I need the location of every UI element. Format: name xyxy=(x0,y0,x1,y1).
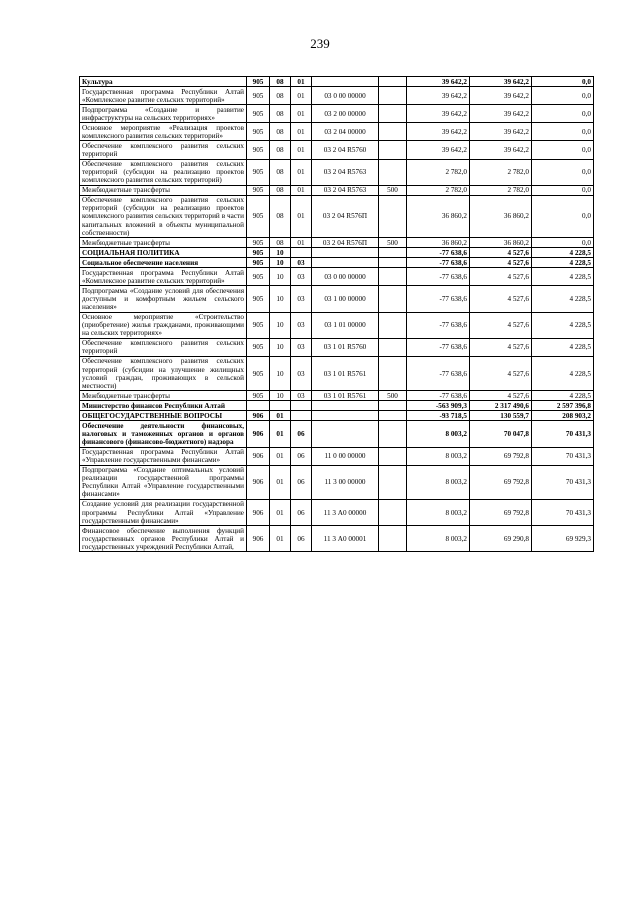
row-name-cell: Министерство финансов Республики Алтай xyxy=(80,401,247,411)
ministry-code-cell: 905 xyxy=(247,268,270,286)
ministry-code-cell: 905 xyxy=(247,238,270,248)
amount-3-cell: 70 431,3 xyxy=(532,499,594,525)
table-row xyxy=(80,123,594,141)
amount-3-cell: 0,0 xyxy=(532,238,594,248)
subsection-code-cell: 03 xyxy=(291,268,312,286)
ministry-code-cell: 905 xyxy=(247,356,270,390)
subsection-code-cell: 01 xyxy=(291,185,312,195)
amount-1-cell: -77 638,6 xyxy=(407,338,470,356)
target-article-cell: 03 2 04 R576П xyxy=(312,195,379,237)
ministry-code-cell: 906 xyxy=(247,411,270,421)
amount-2-cell: 69 792,8 xyxy=(470,499,532,525)
amount-1-cell: -93 718,5 xyxy=(407,411,470,421)
row-name-cell: Обеспечение деятельности финансовых, налоговых и таможенных органов и органов финансового (финансово-бюджетного) надзора xyxy=(80,421,247,447)
row-name-cell: Обеспечение комплексного развития сельских территорий xyxy=(80,338,247,356)
amount-2-cell: 4 527,6 xyxy=(470,356,532,390)
section-code-cell: 10 xyxy=(270,338,291,356)
subsection-code-cell: 01 xyxy=(291,141,312,159)
row-name-cell: Межбюджетные трансферты xyxy=(80,391,247,401)
expense-type-cell xyxy=(379,411,407,421)
subsection-code-cell: 01 xyxy=(291,195,312,237)
row-name-cell: Обеспечение комплексного развития сельских территорий (субсидии на реализацию проектов комплексного развития сельских территорий в части капитальных вложений в объекты муниципальной собственности) xyxy=(80,195,247,237)
subsection-code-cell: 06 xyxy=(291,526,312,552)
amount-2-cell: 39 642,2 xyxy=(470,105,532,123)
expense-type-cell xyxy=(379,268,407,286)
amount-1-cell: -563 909,3 xyxy=(407,401,470,411)
amount-1-cell: 39 642,2 xyxy=(407,123,470,141)
table-row xyxy=(80,401,594,411)
amount-3-cell: 0,0 xyxy=(532,159,594,185)
row-name-cell: Социальное обеспечение населения xyxy=(80,258,247,268)
target-article-cell xyxy=(312,77,379,87)
amount-1-cell: -77 638,6 xyxy=(407,312,470,338)
subsection-code-cell: 01 xyxy=(291,123,312,141)
subsection-code-cell: 03 xyxy=(291,286,312,312)
target-article-cell: 03 2 04 R5763 xyxy=(312,159,379,185)
subsection-code-cell xyxy=(291,411,312,421)
section-code-cell: 01 xyxy=(270,421,291,447)
expense-type-cell xyxy=(379,105,407,123)
target-article-cell: 11 3 А0 00000 xyxy=(312,499,379,525)
ministry-code-cell: 905 xyxy=(247,185,270,195)
ministry-code-cell: 906 xyxy=(247,465,270,499)
section-code-cell: 08 xyxy=(270,159,291,185)
table-row xyxy=(80,185,594,195)
target-article-cell xyxy=(312,248,379,258)
expense-type-cell xyxy=(379,141,407,159)
row-name-cell: Подпрограмма «Создание условий для обеспечения доступным и комфортным жильем сельского населения» xyxy=(80,286,247,312)
amount-2-cell: 39 642,2 xyxy=(470,141,532,159)
ministry-code-cell: 905 xyxy=(247,87,270,105)
amount-3-cell: 70 431,3 xyxy=(532,447,594,465)
target-article-cell: 03 1 01 R5761 xyxy=(312,356,379,390)
amount-1-cell: 39 642,2 xyxy=(407,141,470,159)
row-name-cell: Основное мероприятие «Реализация проектов комплексного развития сельских территорий» xyxy=(80,123,247,141)
table-row xyxy=(80,258,594,268)
target-article-cell: 03 2 04 00000 xyxy=(312,123,379,141)
ministry-code-cell: 906 xyxy=(247,421,270,447)
expense-type-cell: 500 xyxy=(379,185,407,195)
expense-type-cell xyxy=(379,159,407,185)
target-article-cell: 03 1 01 00000 xyxy=(312,312,379,338)
amount-3-cell: 69 929,3 xyxy=(532,526,594,552)
expense-type-cell xyxy=(379,401,407,411)
amount-2-cell: 2 782,0 xyxy=(470,159,532,185)
amount-1-cell: 36 860,2 xyxy=(407,238,470,248)
table-row xyxy=(80,447,594,465)
amount-2-cell: 4 527,6 xyxy=(470,312,532,338)
subsection-code-cell: 03 xyxy=(291,258,312,268)
amount-2-cell: 69 290,8 xyxy=(470,526,532,552)
subsection-code-cell: 01 xyxy=(291,105,312,123)
section-code-cell: 10 xyxy=(270,391,291,401)
ministry-code-cell: 905 xyxy=(247,77,270,87)
amount-1-cell: -77 638,6 xyxy=(407,286,470,312)
target-article-cell: 03 0 00 00000 xyxy=(312,87,379,105)
expense-type-cell xyxy=(379,465,407,499)
ministry-code-cell: 906 xyxy=(247,526,270,552)
amount-2-cell: 36 860,2 xyxy=(470,238,532,248)
amount-1-cell: 8 003,2 xyxy=(407,499,470,525)
amount-3-cell: 0,0 xyxy=(532,185,594,195)
section-code-cell: 01 xyxy=(270,411,291,421)
page-number: 239 xyxy=(310,36,330,51)
target-article-cell: 03 2 04 R576П xyxy=(312,238,379,248)
row-name-cell: Создание условий для реализации государственной программы Республики Алтай «Управление государственными финансами» xyxy=(80,499,247,525)
amount-1-cell: 39 642,2 xyxy=(407,87,470,105)
budget-table xyxy=(79,76,594,552)
section-code-cell: 01 xyxy=(270,526,291,552)
section-code-cell: 08 xyxy=(270,123,291,141)
table-row xyxy=(80,499,594,525)
amount-1-cell: -77 638,6 xyxy=(407,356,470,390)
subsection-code-cell xyxy=(291,401,312,411)
table-body xyxy=(80,77,594,552)
amount-2-cell: 130 559,7 xyxy=(470,411,532,421)
amount-2-cell: 39 642,2 xyxy=(470,87,532,105)
amount-3-cell: 70 431,3 xyxy=(532,465,594,499)
ministry-code-cell: 905 xyxy=(247,123,270,141)
subsection-code-cell: 01 xyxy=(291,159,312,185)
subsection-code-cell: 06 xyxy=(291,447,312,465)
amount-1-cell: 2 782,0 xyxy=(407,185,470,195)
target-article-cell: 03 1 01 R5760 xyxy=(312,338,379,356)
table-row xyxy=(80,421,594,447)
amount-3-cell: 0,0 xyxy=(532,123,594,141)
row-name-cell: Обеспечение комплексного развития сельских территорий (субсидии на реализацию проектов комплексного развития сельских территорий) xyxy=(80,159,247,185)
amount-3-cell: 0,0 xyxy=(532,195,594,237)
section-code-cell: 08 xyxy=(270,105,291,123)
amount-1-cell: -77 638,6 xyxy=(407,268,470,286)
amount-2-cell: 4 527,6 xyxy=(470,248,532,258)
amount-1-cell: 39 642,2 xyxy=(407,77,470,87)
subsection-code-cell: 06 xyxy=(291,421,312,447)
section-code-cell: 01 xyxy=(270,447,291,465)
row-name-cell: Обеспечение комплексного развития сельских территорий (субсидии на улучшение жилищных условий граждан, проживающих в сельской местности) xyxy=(80,356,247,390)
amount-2-cell: 4 527,6 xyxy=(470,268,532,286)
expense-type-cell xyxy=(379,499,407,525)
amount-1-cell: -77 638,6 xyxy=(407,391,470,401)
amount-3-cell: 0,0 xyxy=(532,105,594,123)
ministry-code-cell: 905 xyxy=(247,338,270,356)
target-article-cell xyxy=(312,411,379,421)
row-name-cell: Финансовое обеспечение выполнения функций государственных органов Республики Алтай и государственных учреждений Республики Алтай, xyxy=(80,526,247,552)
ministry-code-cell: 905 xyxy=(247,258,270,268)
table-row xyxy=(80,465,594,499)
amount-2-cell: 36 860,2 xyxy=(470,195,532,237)
table-row xyxy=(80,238,594,248)
amount-1-cell: 2 782,0 xyxy=(407,159,470,185)
table-row xyxy=(80,105,594,123)
section-code-cell: 10 xyxy=(270,356,291,390)
amount-3-cell: 4 228,5 xyxy=(532,356,594,390)
expense-type-cell xyxy=(379,338,407,356)
subsection-code-cell: 03 xyxy=(291,312,312,338)
table-row xyxy=(80,268,594,286)
amount-3-cell: 4 228,5 xyxy=(532,391,594,401)
amount-3-cell: 0,0 xyxy=(532,141,594,159)
subsection-code-cell: 01 xyxy=(291,238,312,248)
table-row xyxy=(80,312,594,338)
target-article-cell: 03 2 04 R5763 xyxy=(312,185,379,195)
section-code-cell: 10 xyxy=(270,286,291,312)
ministry-code-cell: 905 xyxy=(247,195,270,237)
row-name-cell: Подпрограмма «Создание оптимальных условий реализации государственной программы Республики Алтай «Управление государственными финансами» xyxy=(80,465,247,499)
row-name-cell: СОЦИАЛЬНАЯ ПОЛИТИКА xyxy=(80,248,247,258)
target-article-cell: 11 3 А0 00001 xyxy=(312,526,379,552)
expense-type-cell xyxy=(379,123,407,141)
section-code-cell: 08 xyxy=(270,77,291,87)
section-code-cell: 10 xyxy=(270,312,291,338)
section-code-cell: 08 xyxy=(270,87,291,105)
amount-3-cell: 208 903,2 xyxy=(532,411,594,421)
amount-3-cell: 0,0 xyxy=(532,87,594,105)
amount-1-cell: 8 003,2 xyxy=(407,465,470,499)
expense-type-cell xyxy=(379,77,407,87)
table-row xyxy=(80,526,594,552)
row-name-cell: Межбюджетные трансферты xyxy=(80,238,247,248)
row-name-cell: Подпрограмма «Создание и развитие инфраструктуры на сельских территориях» xyxy=(80,105,247,123)
amount-3-cell: 70 431,3 xyxy=(532,421,594,447)
table-row xyxy=(80,286,594,312)
target-article-cell: 03 1 01 R5761 xyxy=(312,391,379,401)
amount-2-cell: 4 527,6 xyxy=(470,338,532,356)
section-code-cell: 08 xyxy=(270,141,291,159)
expense-type-cell xyxy=(379,87,407,105)
row-name-cell: Государственная программа Республики Алтай «Управление государственными финансами» xyxy=(80,447,247,465)
amount-3-cell: 4 228,5 xyxy=(532,338,594,356)
section-code-cell: 08 xyxy=(270,185,291,195)
amount-1-cell: -77 638,6 xyxy=(407,248,470,258)
table-row xyxy=(80,77,594,87)
amount-2-cell: 4 527,6 xyxy=(470,258,532,268)
section-code-cell: 01 xyxy=(270,465,291,499)
table-row xyxy=(80,391,594,401)
section-code-cell: 01 xyxy=(270,499,291,525)
amount-2-cell: 2 317 490,6 xyxy=(470,401,532,411)
target-article-cell xyxy=(312,401,379,411)
table-row xyxy=(80,87,594,105)
ministry-code-cell: 906 xyxy=(247,499,270,525)
row-name-cell: Межбюджетные трансферты xyxy=(80,185,247,195)
amount-2-cell: 39 642,2 xyxy=(470,77,532,87)
target-article-cell: 03 1 00 00000 xyxy=(312,286,379,312)
amount-2-cell: 2 782,0 xyxy=(470,185,532,195)
table-row xyxy=(80,159,594,185)
expense-type-cell xyxy=(379,258,407,268)
table-row xyxy=(80,411,594,421)
ministry-code-cell: 905 xyxy=(247,248,270,258)
section-code-cell: 08 xyxy=(270,238,291,248)
expense-type-cell xyxy=(379,421,407,447)
amount-2-cell: 69 792,8 xyxy=(470,447,532,465)
section-code-cell: 10 xyxy=(270,268,291,286)
target-article-cell xyxy=(312,258,379,268)
table-row xyxy=(80,356,594,390)
expense-type-cell: 500 xyxy=(379,391,407,401)
amount-3-cell: 2 597 396,8 xyxy=(532,401,594,411)
section-code-cell xyxy=(270,401,291,411)
ministry-code-cell: 905 xyxy=(247,159,270,185)
target-article-cell: 11 3 00 00000 xyxy=(312,465,379,499)
section-code-cell: 10 xyxy=(270,248,291,258)
expense-type-cell xyxy=(379,312,407,338)
row-name-cell: Основное мероприятие «Строительство (приобретение) жилья гражданами, проживающими на сельских территориях» xyxy=(80,312,247,338)
row-name-cell: Государственная программа Республики Алтай «Комплексное развитие сельских территорий» xyxy=(80,268,247,286)
ministry-code-cell: 905 xyxy=(247,286,270,312)
subsection-code-cell: 03 xyxy=(291,391,312,401)
section-code-cell: 10 xyxy=(270,258,291,268)
amount-1-cell: 36 860,2 xyxy=(407,195,470,237)
amount-1-cell: 39 642,2 xyxy=(407,105,470,123)
subsection-code-cell: 03 xyxy=(291,356,312,390)
ministry-code-cell: 905 xyxy=(247,105,270,123)
table-row xyxy=(80,338,594,356)
amount-1-cell: -77 638,6 xyxy=(407,258,470,268)
amount-2-cell: 4 527,6 xyxy=(470,391,532,401)
expense-type-cell xyxy=(379,195,407,237)
amount-3-cell: 4 228,5 xyxy=(532,248,594,258)
expense-type-cell xyxy=(379,447,407,465)
row-name-cell: ОБЩЕГОСУДАРСТВЕННЫЕ ВОПРОСЫ xyxy=(80,411,247,421)
section-code-cell: 08 xyxy=(270,195,291,237)
amount-2-cell: 69 792,8 xyxy=(470,465,532,499)
amount-3-cell: 4 228,5 xyxy=(532,312,594,338)
subsection-code-cell: 06 xyxy=(291,465,312,499)
subsection-code-cell: 06 xyxy=(291,499,312,525)
row-name-cell: Культура xyxy=(80,77,247,87)
target-article-cell: 03 2 04 R5760 xyxy=(312,141,379,159)
subsection-code-cell: 01 xyxy=(291,87,312,105)
row-name-cell: Государственная программа Республики Алтай «Комплексное развитие сельских территорий» xyxy=(80,87,247,105)
target-article-cell xyxy=(312,421,379,447)
ministry-code-cell: 906 xyxy=(247,447,270,465)
amount-1-cell: 8 003,2 xyxy=(407,447,470,465)
amount-3-cell: 4 228,5 xyxy=(532,286,594,312)
table-row xyxy=(80,248,594,258)
ministry-code-cell: 905 xyxy=(247,141,270,159)
expense-type-cell xyxy=(379,248,407,258)
amount-2-cell: 4 527,6 xyxy=(470,286,532,312)
subsection-code-cell xyxy=(291,248,312,258)
amount-1-cell: 8 003,2 xyxy=(407,421,470,447)
target-article-cell: 03 0 00 00000 xyxy=(312,268,379,286)
expense-type-cell xyxy=(379,356,407,390)
target-article-cell: 11 0 00 00000 xyxy=(312,447,379,465)
amount-3-cell: 4 228,5 xyxy=(532,268,594,286)
target-article-cell: 03 2 00 00000 xyxy=(312,105,379,123)
ministry-code-cell: 905 xyxy=(247,312,270,338)
subsection-code-cell: 01 xyxy=(291,77,312,87)
amount-2-cell: 39 642,2 xyxy=(470,123,532,141)
expense-type-cell xyxy=(379,526,407,552)
amount-2-cell: 70 047,8 xyxy=(470,421,532,447)
subsection-code-cell: 03 xyxy=(291,338,312,356)
ministry-code-cell xyxy=(247,401,270,411)
expense-type-cell xyxy=(379,286,407,312)
amount-1-cell: 8 003,2 xyxy=(407,526,470,552)
amount-3-cell: 0,0 xyxy=(532,77,594,87)
ministry-code-cell: 905 xyxy=(247,391,270,401)
expense-type-cell: 500 xyxy=(379,238,407,248)
table-row xyxy=(80,195,594,237)
row-name-cell: Обеспечение комплексного развития сельских территорий xyxy=(80,141,247,159)
amount-3-cell: 4 228,5 xyxy=(532,258,594,268)
table-row xyxy=(80,141,594,159)
